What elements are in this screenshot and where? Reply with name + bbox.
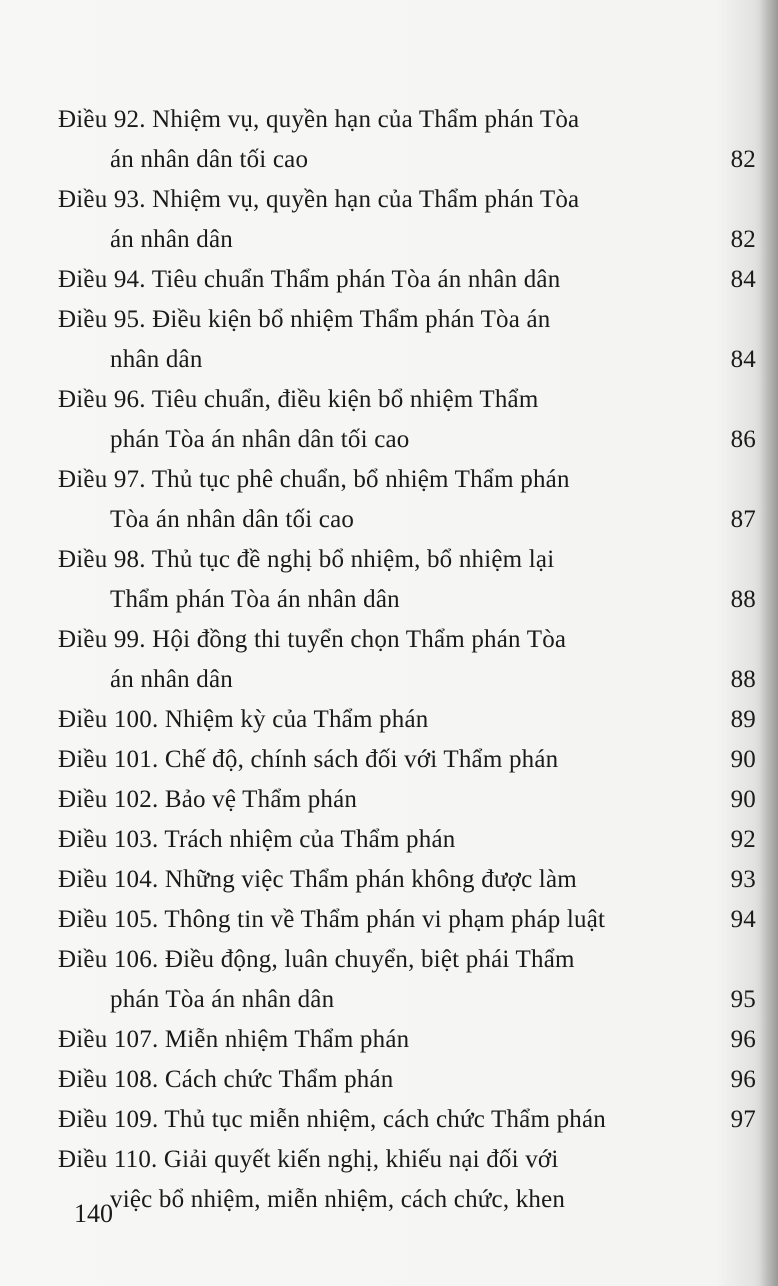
toc-entry-page-number: 96 (730, 1066, 756, 1093)
toc-entry-title: Điều 101. Chế độ, chính sách đối với Thẩm phán 90 (58, 740, 770, 780)
toc-entry-page-number: 92 (730, 826, 756, 853)
toc-entry-title-continued: phán Tòa án nhân dân tối cao 86 (58, 420, 770, 460)
toc-entry-page-number: 95 (730, 986, 756, 1013)
toc-entry (58, 740, 770, 780)
toc-entry-title: Điều 110. Giải quyết kiến nghị, khiếu nại đối với (58, 1146, 559, 1173)
toc-entry-page-number: 88 (730, 666, 756, 693)
toc-entry (58, 540, 770, 620)
toc-entry-title: Điều 105. Thông tin về Thẩm phán vi phạm pháp luật 94 (58, 900, 770, 940)
toc-entry-title: Điều 103. Trách nhiệm của Thẩm phán 92 (58, 820, 770, 860)
toc-entry-title: Điều 92. Nhiệm vụ, quyền hạn của Thẩm phán Tòa (58, 106, 580, 133)
toc-entry-page-number: 86 (730, 426, 756, 453)
toc-entry (58, 1060, 770, 1100)
toc-entry-title-continued: phán Tòa án nhân dân 95 (58, 980, 770, 1020)
toc-entry-title: Điều 107. Miễn nhiệm Thẩm phán 96 (58, 1020, 770, 1060)
toc-entry (58, 700, 770, 740)
toc-entry-page-number: 84 (730, 266, 756, 293)
page-number-footer: 140 (74, 1199, 113, 1228)
toc-entry (58, 820, 770, 860)
toc-entry-title: Điều 100. Nhiệm kỳ của Thẩm phán 89 (58, 700, 770, 740)
toc-entry-page-number: 97 (730, 1106, 756, 1133)
toc-entry-title: Điều 108. Cách chức Thẩm phán 96 (58, 1060, 770, 1100)
toc-entry-page-number: 82 (730, 226, 756, 253)
toc-entry (58, 620, 770, 700)
toc-entry-page-number: 94 (730, 906, 756, 933)
toc-entry-title: Điều 93. Nhiệm vụ, quyền hạn của Thẩm phán Tòa (58, 186, 580, 213)
toc-entry-title-continued: nhân dân 84 (58, 340, 770, 380)
toc-entry-page-number: 90 (730, 786, 756, 813)
toc-entry-page-number: 87 (730, 506, 756, 533)
toc-entry-title-continued: Tòa án nhân dân tối cao 87 (58, 500, 770, 540)
toc-entry-page-number: 88 (730, 586, 756, 613)
toc-entry-title-continued: Thẩm phán Tòa án nhân dân 88 (58, 580, 770, 620)
toc-entry (58, 1140, 770, 1220)
toc-entry-title: Điều 99. Hội đồng thi tuyển chọn Thẩm phán Tòa (58, 626, 567, 653)
toc-entry-title-continued: án nhân dân 88 (58, 660, 770, 700)
toc-entry-title: Điều 109. Thủ tục miễn nhiệm, cách chức Thẩm phán 97 (58, 1100, 770, 1140)
toc-entry (58, 380, 770, 460)
toc-entry-page-number: 93 (730, 866, 756, 893)
toc-entry-title: Điều 96. Tiêu chuẩn, điều kiện bổ nhiệm Thẩm (58, 386, 539, 413)
book-spine-shadow (760, 0, 778, 1286)
toc-entry (58, 780, 770, 820)
toc-entry (58, 940, 770, 1020)
toc-entry-title: Điều 102. Bảo vệ Thẩm phán 90 (58, 780, 770, 820)
toc-entry (58, 180, 770, 260)
table-of-contents (58, 100, 770, 1220)
toc-entry (58, 100, 770, 180)
toc-entry (58, 260, 770, 300)
toc-entry-title: Điều 104. Những việc Thẩm phán không được làm 93 (58, 860, 770, 900)
toc-entry (58, 1100, 770, 1140)
toc-entry-page-number: 84 (730, 346, 756, 373)
toc-entry-page-number: 82 (730, 146, 756, 173)
toc-entry-title-continued: án nhân dân 82 (58, 220, 770, 260)
toc-entry (58, 300, 770, 380)
toc-entry-title: Điều 94. Tiêu chuẩn Thẩm phán Tòa án nhân dân 84 (58, 260, 770, 300)
toc-entry-title: Điều 106. Điều động, luân chuyển, biệt phái Thẩm (58, 946, 575, 973)
toc-entry-title-continued: án nhân dân tối cao 82 (58, 140, 770, 180)
toc-entry-title-continued: việc bổ nhiệm, miễn nhiệm, cách chức, khen (110, 1186, 566, 1213)
toc-entry (58, 1020, 770, 1060)
toc-entry-page-number: 90 (730, 746, 756, 773)
toc-entry (58, 900, 770, 940)
toc-entry-page-number: 89 (730, 706, 756, 733)
toc-entry-title: Điều 97. Thủ tục phê chuẩn, bổ nhiệm Thẩm phán (58, 466, 570, 493)
toc-entry (58, 460, 770, 540)
toc-entry-page-number: 96 (730, 1026, 756, 1053)
toc-entry (58, 860, 770, 900)
toc-entry-title: Điều 98. Thủ tục đề nghị bổ nhiệm, bổ nhiệm lại (58, 546, 555, 573)
toc-entry-title: Điều 95. Điều kiện bổ nhiệm Thẩm phán Tòa án (58, 306, 551, 333)
